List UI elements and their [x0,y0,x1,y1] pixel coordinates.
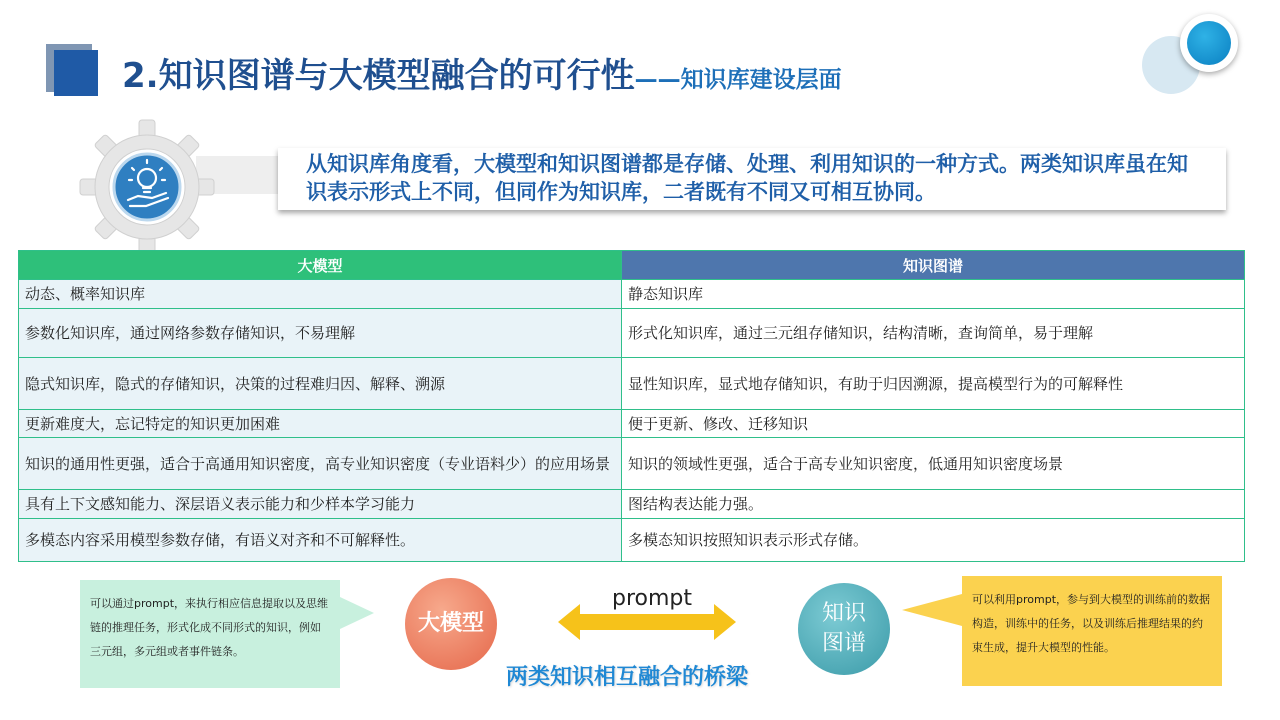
table-cell-kg: 显性知识库，显式地存储知识，有助于归因溯源，提高模型行为的可解释性 [622,358,1245,410]
prompt-label: prompt [612,586,693,611]
table-header-row [19,251,1245,280]
double-arrow-icon [558,604,736,640]
table-cell-kg: 便于更新、修改、迁移知识 [622,410,1245,438]
decor-circle-core [1187,21,1231,65]
page-title-main: 2.知识图谱与大模型融合的可行性 [122,56,635,96]
table-cell-kg: 知识的领域性更强，适合于高专业知识密度，低通用知识密度场景 [622,438,1245,490]
table-cell-llm: 参数化知识库，通过网络参数存储知识，不易理解 [19,309,622,358]
table-row [19,410,1245,438]
comparison-table [18,250,1245,562]
title-mark [54,50,98,96]
table-cell-llm: 隐式知识库，隐式的存储知识，决策的过程难归因、解释、溯源 [19,358,622,410]
gear-icon [78,118,216,256]
kg-circle-label-1: 知识 [821,601,866,626]
table-cell-llm: 多模态内容采用模型参数存储，有语义对齐和不可解释性。 [19,519,622,562]
table-row [19,438,1245,490]
intro-text: 从知识库角度看，大模型和知识图谱都是存储、处理、利用知识的一种方式。两类知识库虽在知识表示形式上不同，但同作为知识库，二者既有不同又可相互协同。 [306,152,1188,204]
note-llm-to-kg: 可以通过prompt，来执行相应信息提取以及思维链的推理任务，形式化成不同形式的知识，例如三元组，多元组或者事件链条。 [80,580,340,688]
table-row [19,358,1245,410]
table-cell-kg: 图结构表达能力强。 [622,490,1245,519]
table-cell-kg: 静态知识库 [622,280,1245,309]
note-llm-pointer [340,597,374,629]
table-cell-llm: 具有上下文感知能力、深层语义表示能力和少样本学习能力 [19,490,622,519]
kg-circle-label-2: 图谱 [821,631,866,656]
table-row [19,309,1245,358]
note-kg-to-llm: 可以利用prompt，参与到大模型的训练前的数据构造，训练中的任务，以及训练后推理结果的约束生成，提升大模型的性能。 [962,576,1222,686]
kg-circle [798,583,890,675]
table-row [19,519,1245,562]
llm-circle: 大模型 [405,578,497,670]
table-row [19,490,1245,519]
table-cell-llm: 知识的通用性更强，适合于高通用知识密度，高专业知识密度（专业语料少）的应用场景 [19,438,622,490]
table-cell-kg: 形式化知识库，通过三元组存储知识，结构清晰，查询简单，易于理解 [622,309,1245,358]
table-cell-llm: 更新难度大，忘记特定的知识更加困难 [19,410,622,438]
table-row [19,280,1245,309]
page-title-sub: ——知识库建设层面 [634,67,842,93]
table-cell-kg: 多模态知识按照知识表示形式存储。 [622,519,1245,562]
table-header-kg: 知识图谱 [622,251,1245,280]
table-header-llm: 大模型 [19,251,622,280]
bridge-caption: 两类知识相互融合的桥梁 [506,665,749,690]
table-cell-llm: 动态、概率知识库 [19,280,622,309]
note-kg-pointer [902,594,962,626]
page-title [122,48,842,97]
